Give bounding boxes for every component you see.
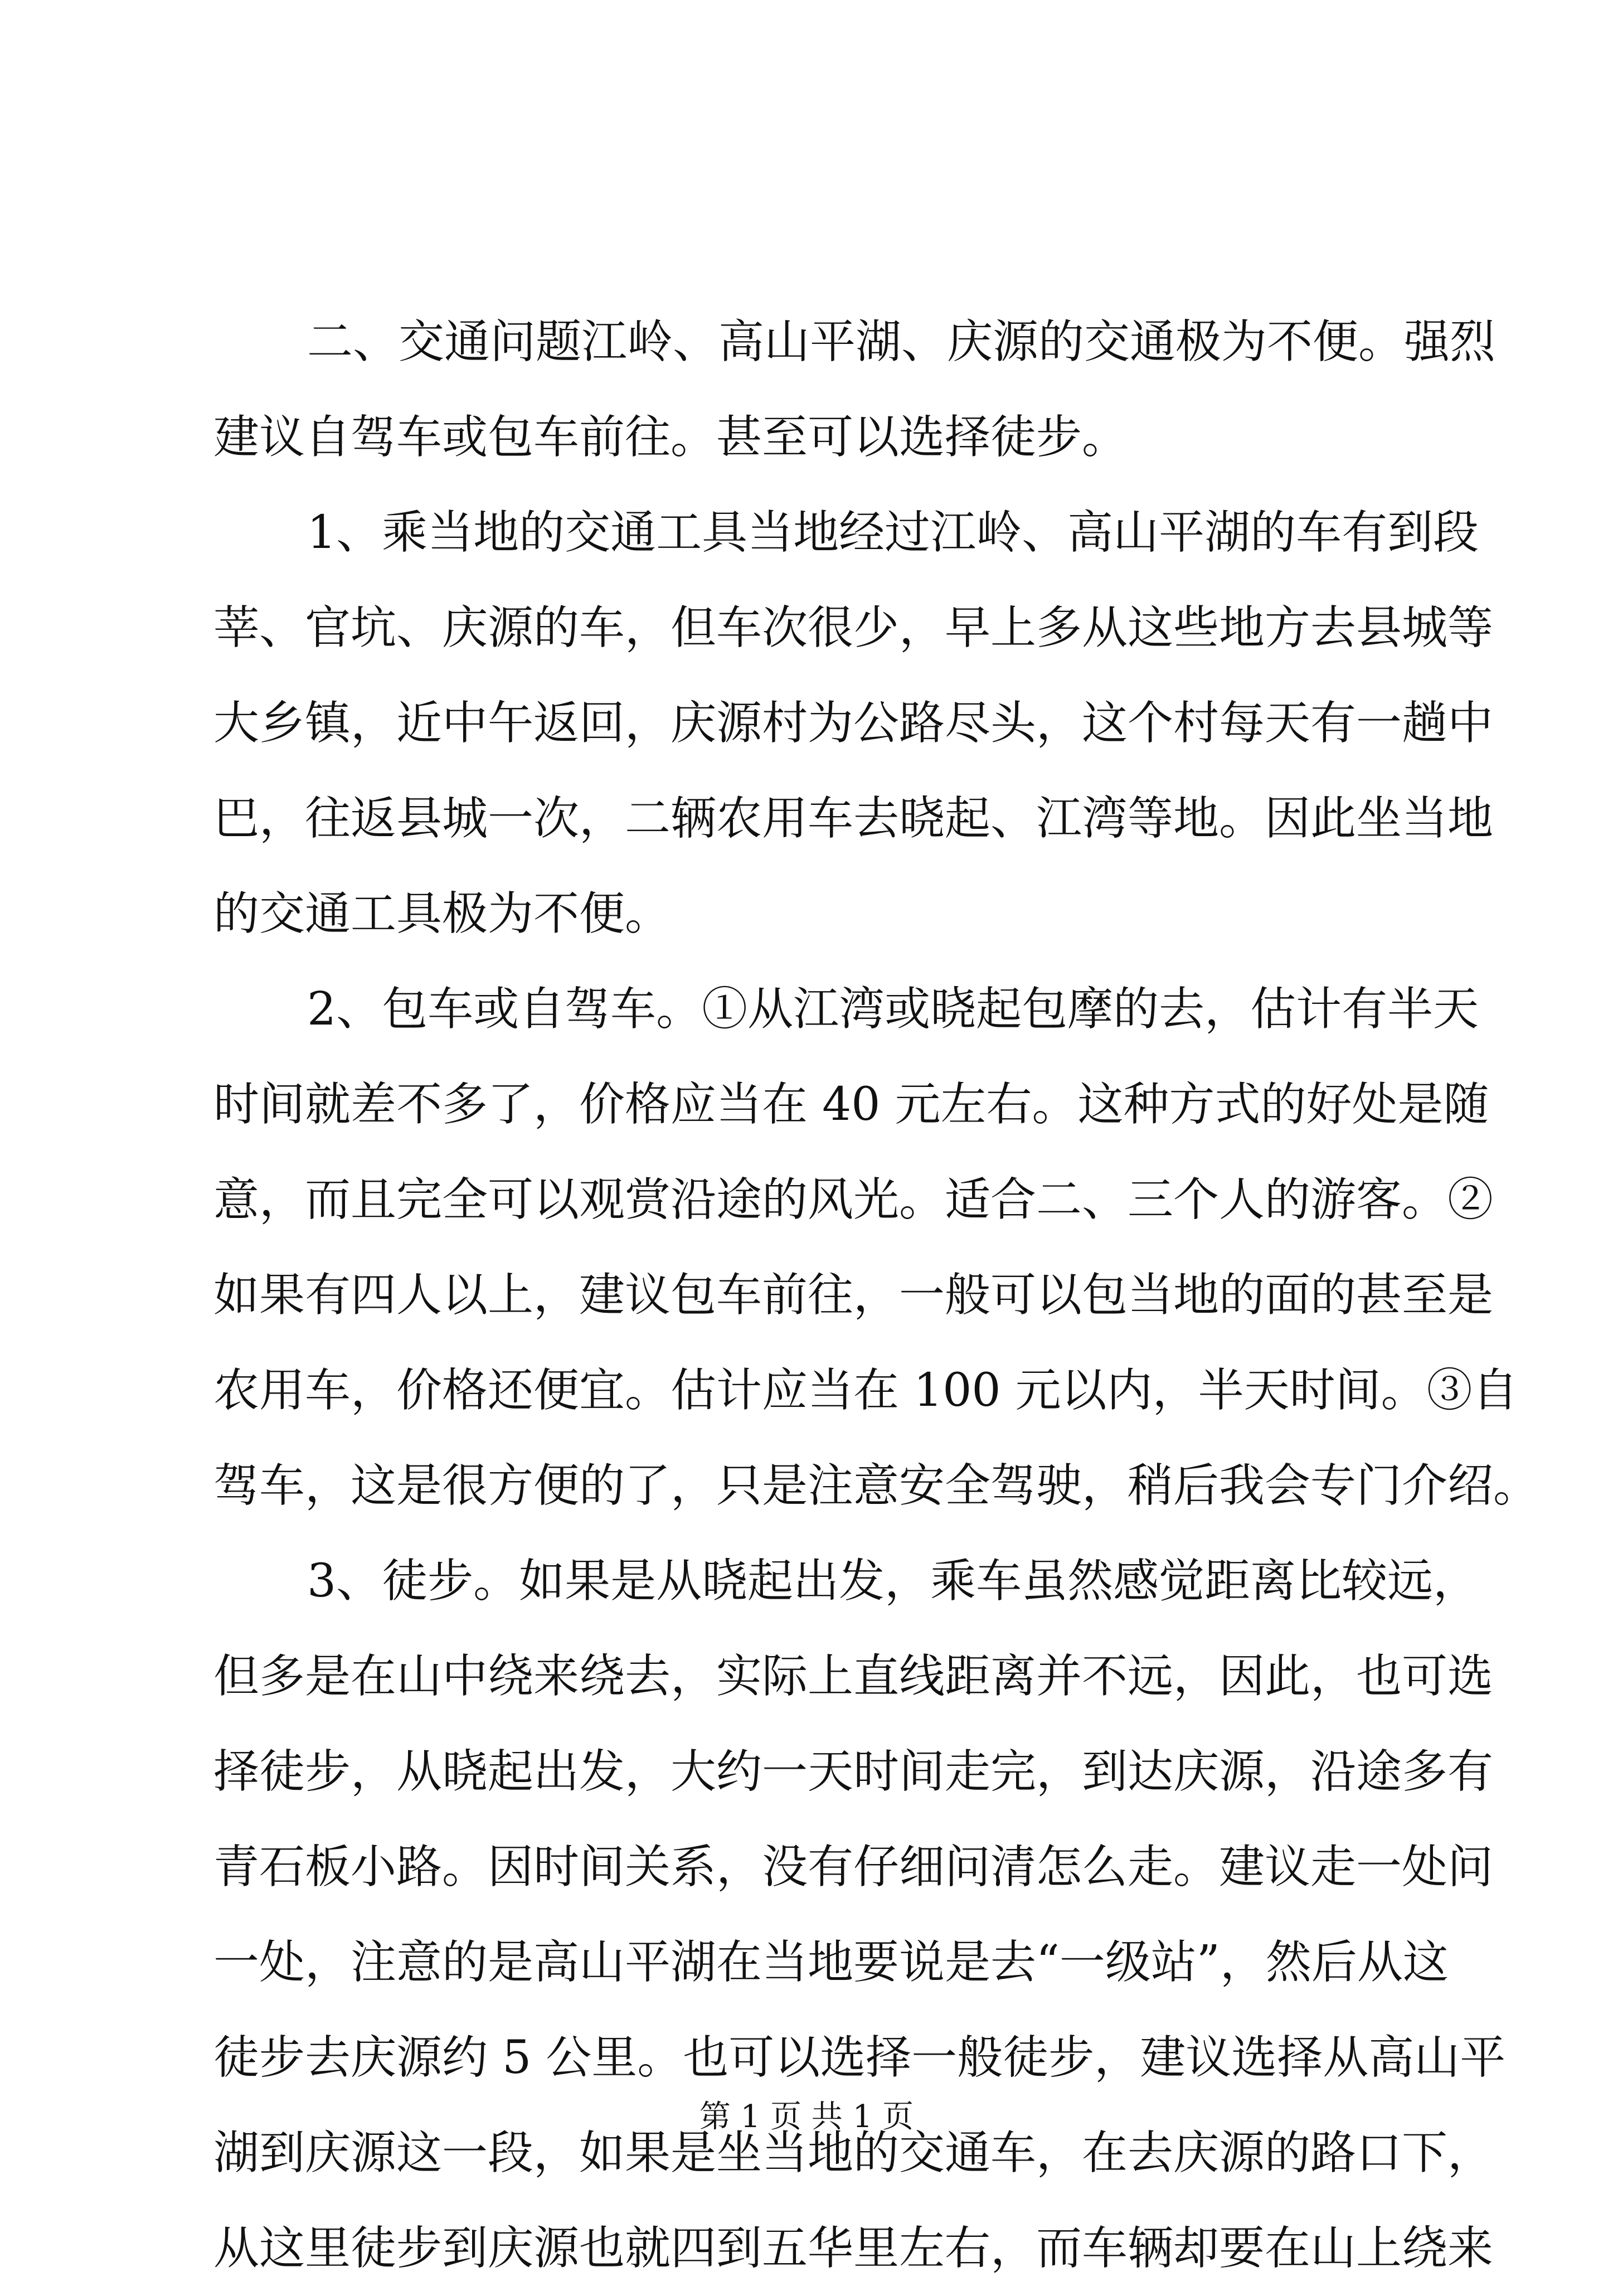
text-line: 莘、官坑、庆源的车，但车次很少，早上多从这些地方去县城等 (213, 601, 1494, 654)
document-body (213, 294, 1539, 2296)
text-line: 如果有四人以上，建议包车前往，一般可以包当地的面的甚至是 (213, 1269, 1494, 1322)
page-number-footer: 第 1 页 共 1 页 (699, 2099, 914, 2135)
text-line: 湖到庆源这一段，如果是坐当地的交通车，在去庆源的路口下， (213, 2127, 1494, 2179)
text-line: 建议自驾车或包车前往。甚至可以选择徒步。 (213, 411, 1128, 464)
text-line: 驾车，这是很方便的了，只是注意安全驾驶，稍后我会专门介绍。 (213, 1459, 1539, 1512)
text-line: 巴，往返县城一次，二辆农用车去晓起、江湾等地。因此坐当地 (213, 792, 1494, 845)
text-line: 徒步去庆源约 5 公里。也可以选择一般徒步，建议选择从高山平 (213, 2031, 1506, 2084)
text-line: 2、包车或自驾车。①从江湾或晓起包摩的去，估计有半天 (307, 983, 1479, 1036)
text-line: 意，而且完全可以观赏沿途的风光。适合二、三个人的游客。② (213, 1173, 1494, 1226)
text-line: 农用车，价格还便宜。估计应当在 100 元以内，半天时间。③自 (213, 1364, 1518, 1417)
text-line: 大乡镇，近中午返回，庆源村为公路尽头，这个村每天有一趟中 (213, 697, 1494, 750)
text-line: 从这里徒步到庆源也就四到五华里左右，而车辆却要在山上绕来 (213, 2222, 1494, 2275)
text-line: 但多是在山中绕来绕去，实际上直线距离并不远，因此，也可选 (213, 1650, 1494, 1703)
text-line: 的交通工具极为不便。 (213, 887, 671, 940)
text-line: 1、乘当地的交通工具当地经过江岭、高山平湖的车有到段 (307, 506, 1479, 559)
text-line: 时间就差不多了，价格应当在 40 元左右。这种方式的好处是随 (213, 1078, 1489, 1131)
text-line: 一处，注意的是高山平湖在当地要说是去“一级站”，然后从这 (213, 1936, 1449, 1989)
text-line: 二、交通问题江岭、高山平湖、庆源的交通极为不便。强烈 (307, 315, 1496, 368)
text-line: 择徒步，从晓起出发，大约一天时间走完，到达庆源，沿途多有 (213, 1745, 1494, 1798)
text-line: 3、徒步。如果是从晓起出发，乘车虽然感觉距离比较远， (307, 1555, 1479, 1608)
text-line: 青石板小路。因时间关系，没有仔细问清怎么走。建议走一处问 (213, 1841, 1494, 1894)
